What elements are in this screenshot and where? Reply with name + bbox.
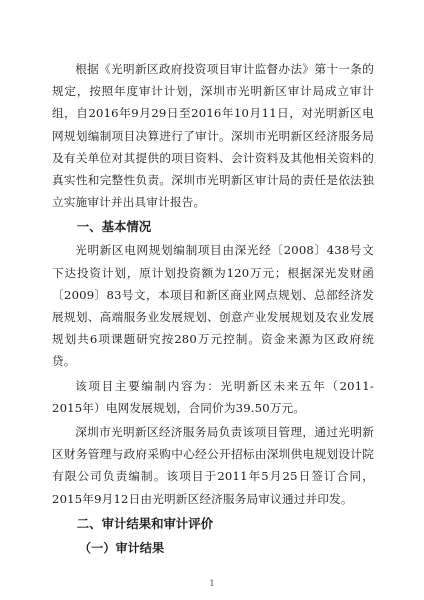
basic-paragraph-2: 该项目主要编制内容为：光明新区未来五年（2011-2015年）电网发展规划，合同价为39.50万元。 xyxy=(52,378,374,415)
intro-paragraph: 根据《光明新区政府投资项目审计监督办法》第十一条的规定，按照年度审计计划，深圳市光明新区审计局成立审计组，自2016年9月29日至2016年10月11日，对光明新区电网规划编制项目决算进行了审计。深圳市光明新区经济服务局及有关单位对其提供的项目资料、会计资料及其他相关资料的真实性和完整性负责。深圳市光明新区审计局的责任是依法独立实施审计并出具审计报告。 xyxy=(52,62,374,210)
page-number: 1 xyxy=(209,579,215,588)
section-heading-basic: 一、基本情况 xyxy=(76,219,152,235)
basic-paragraph-1: 光明新区电网规划编制项目由深光经〔2008〕438号文下达投资计划，原计划投资额为120万元；根据深光发财函〔2009〕83号文，本项目和新区商业网点规划、总部经济发展规划、高端服务业发展规划、创意产业发展规划及农业发展规划共6项课题研究按280万元控制。资金来源为区政府统贷。 xyxy=(52,243,374,369)
subsection-heading-results: （一）审计结果 xyxy=(78,540,165,555)
basic-paragraph-3: 深圳市光明新区经济服务局负责该项目管理，通过光明新区财务管理与政府采购中心经公开招标由深圳供电规划设计院有限公司负责编制。该项目于2011年5月25日签订合同，2015年9月12日由光明新区经济服务局审议通过并印发。 xyxy=(52,425,374,506)
section-heading-results: 二、审计结果和审计评价 xyxy=(76,515,214,531)
